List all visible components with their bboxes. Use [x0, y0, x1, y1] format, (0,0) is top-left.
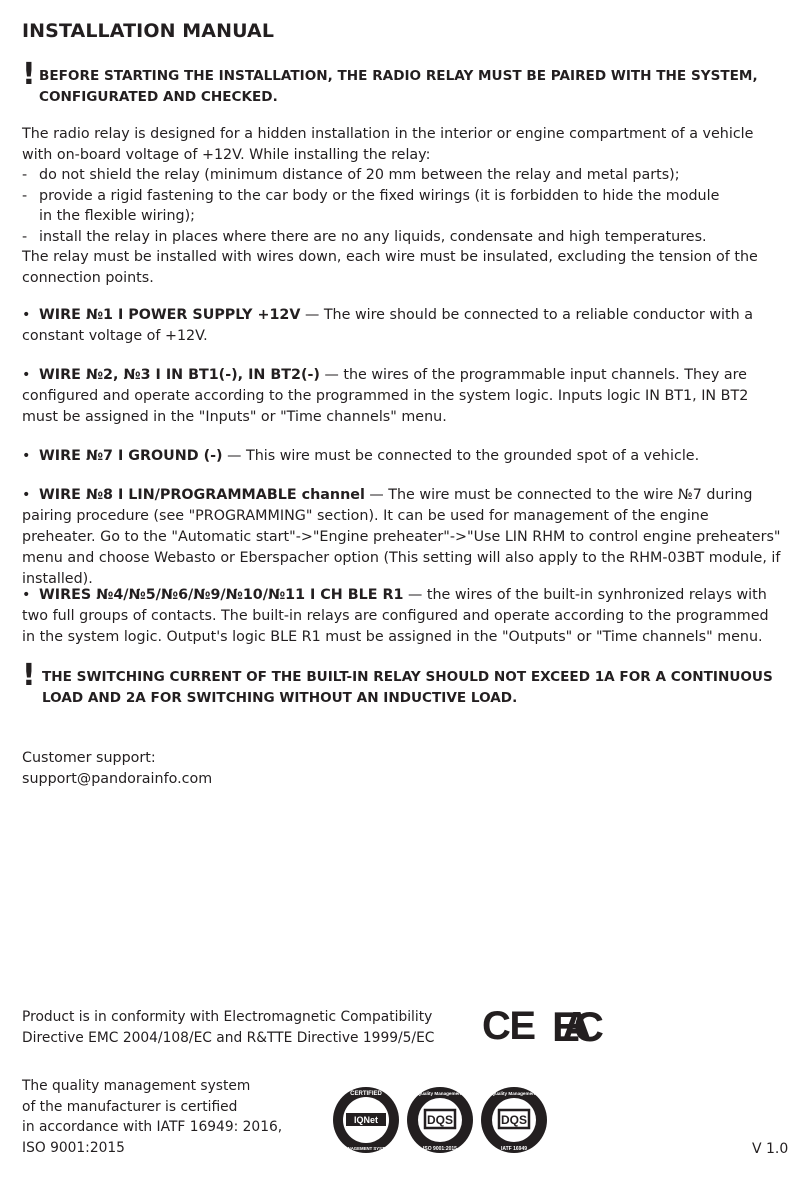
warning-notice-current: [22, 658, 782, 709]
wire-description: — This wire must be connected to the grounded spot of a vehicle.: [222, 448, 700, 464]
customer-support: [22, 748, 212, 790]
iqnet-seal-icon: [333, 1087, 399, 1153]
intro-paragraph: The radio relay is designed for a hidden installation in the interior or engine compartment of a vehicle with on-board voltage of +12V. While installing the relay:: [22, 126, 754, 163]
wire-label: WIRE №7 I GROUND (-): [39, 448, 223, 464]
svg-text:ISO 9001:2015: ISO 9001:2015: [423, 1146, 457, 1152]
svg-text:IQNet: IQNet: [353, 1115, 379, 1125]
exclamation-icon: !: [22, 57, 36, 92]
wire-description: — the wires of the built-in synhronized relays with two full groups of contacts. The built-in relays are configured and operate according to the programmed in the system logic. Output's logic BLE R1 must be assigned in the "Outputs" or "Time channels" menu.: [22, 587, 769, 645]
exclamation-icon: !: [22, 658, 36, 693]
svg-text:MANAGEMENT SYSTEM: MANAGEMENT SYSTEM: [340, 1146, 392, 1151]
support-label: Customer support:: [22, 750, 156, 766]
wire-description: — the wires of the programmable input channels. They are configured and operate according to the programmed in the system logic. Inputs logic IN BT1, IN BT2 must be assigned in the "Inputs" or "Time channels" menu.: [22, 367, 749, 425]
wire-item-power: [22, 305, 782, 347]
svg-text:CERTIFIED: CERTIFIED: [350, 1091, 382, 1097]
list-item: - provide a rigid fastening to the car body or the fixed wirings (it is forbidden to hide the module in the flexible wiring);: [22, 187, 720, 224]
intro-section: [22, 124, 782, 288]
certificate-seals: [332, 1084, 552, 1160]
wire-label: WIRE №2, №3 I IN BT1(-), IN BT2(-): [39, 367, 320, 383]
quality-statement: The quality management system of the manufacturer is certified in accordance with IATF 16949: 2016, ISO 9001:2015: [22, 1078, 283, 1156]
support-email: support@pandorainfo.com: [22, 771, 213, 787]
svg-text:IATF 16949: IATF 16949: [500, 1146, 528, 1152]
bullet: •: [22, 448, 31, 464]
ce-mark-icon: CE: [482, 1004, 536, 1048]
wire-label: WIRE №8 I LIN/PROGRAMMABLE channel: [39, 487, 365, 503]
version-label: V 1.0: [752, 1141, 789, 1157]
bullet: •: [22, 587, 31, 603]
ce-eac-marks: [482, 999, 606, 1051]
bullet: •: [22, 367, 31, 383]
warning-notice-pairing: [22, 57, 782, 108]
page-title: INSTALLATION MANUAL: [22, 20, 275, 42]
warning-text: THE SWITCHING CURRENT OF THE BUILT-IN RELAY SHOULD NOT EXCEED 1A FOR A CONTINUOUS LOAD AND 2A FOR SWITCHING WITHOUT AN INDUCTIVE LOAD.: [42, 669, 773, 706]
bullet: •: [22, 487, 31, 503]
wire-item-lin: [22, 485, 782, 590]
warning-text: BEFORE STARTING THE INSTALLATION, THE RADIO RELAY MUST BE PAIRED WITH THE SYSTEM, CONFIGURATED AND CHECKED.: [39, 68, 758, 105]
certification-marks: [482, 999, 606, 1055]
dqs-iso-seal-icon: [407, 1087, 473, 1153]
svg-text:Quality Management: Quality Management: [417, 1091, 463, 1096]
wire-label: WIRES №4/№5/№6/№9/№10/№11 I CH BLE R1: [39, 587, 404, 603]
list-item: - install the relay in places where there are no any liquids, condensate and high temperatures.: [22, 228, 707, 245]
wire-description: — The wire must be connected to the wire №7 during pairing procedure (see "PROGRAMMING" section). It can be used for management of the engine preheater. Go to the "Automatic start"->"Engine preheater"->"Use LIN RHM to control engine preheaters" menu and choose Webasto or Eberspacher option (This setting will also apply to the RHM-03BT module, if installed).: [22, 487, 781, 587]
conformity-statement: Product is in conformity with Electromagnetic Compatibility Directive EMC 2004/108/EC and R&TTE Directive 1999/5/EC: [22, 1009, 435, 1046]
svg-text:DQS: DQS: [426, 1113, 454, 1127]
bullet: •: [22, 307, 31, 323]
svg-text:Quality Management: Quality Management: [491, 1091, 537, 1096]
wire-item-inputs: [22, 365, 782, 428]
outro-paragraph: The relay must be installed with wires down, each wire must be insulated, excluding the tension of the connection points.: [22, 249, 758, 286]
wire-label: WIRE №1 I POWER SUPPLY +12V: [39, 307, 301, 323]
eac-mark-icon: EAC: [552, 1003, 604, 1050]
wire-item-relays: [22, 585, 782, 648]
dqs-iatf-seal-icon: [481, 1087, 547, 1153]
list-item: - do not shield the relay (minimum distance of 20 mm between the relay and metal parts);: [22, 167, 680, 183]
wire-item-ground: [22, 446, 782, 467]
wire-description: — The wire should be connected to a reliable conductor with a constant voltage of +12V.: [22, 307, 753, 344]
svg-text:DQS: DQS: [500, 1113, 528, 1127]
